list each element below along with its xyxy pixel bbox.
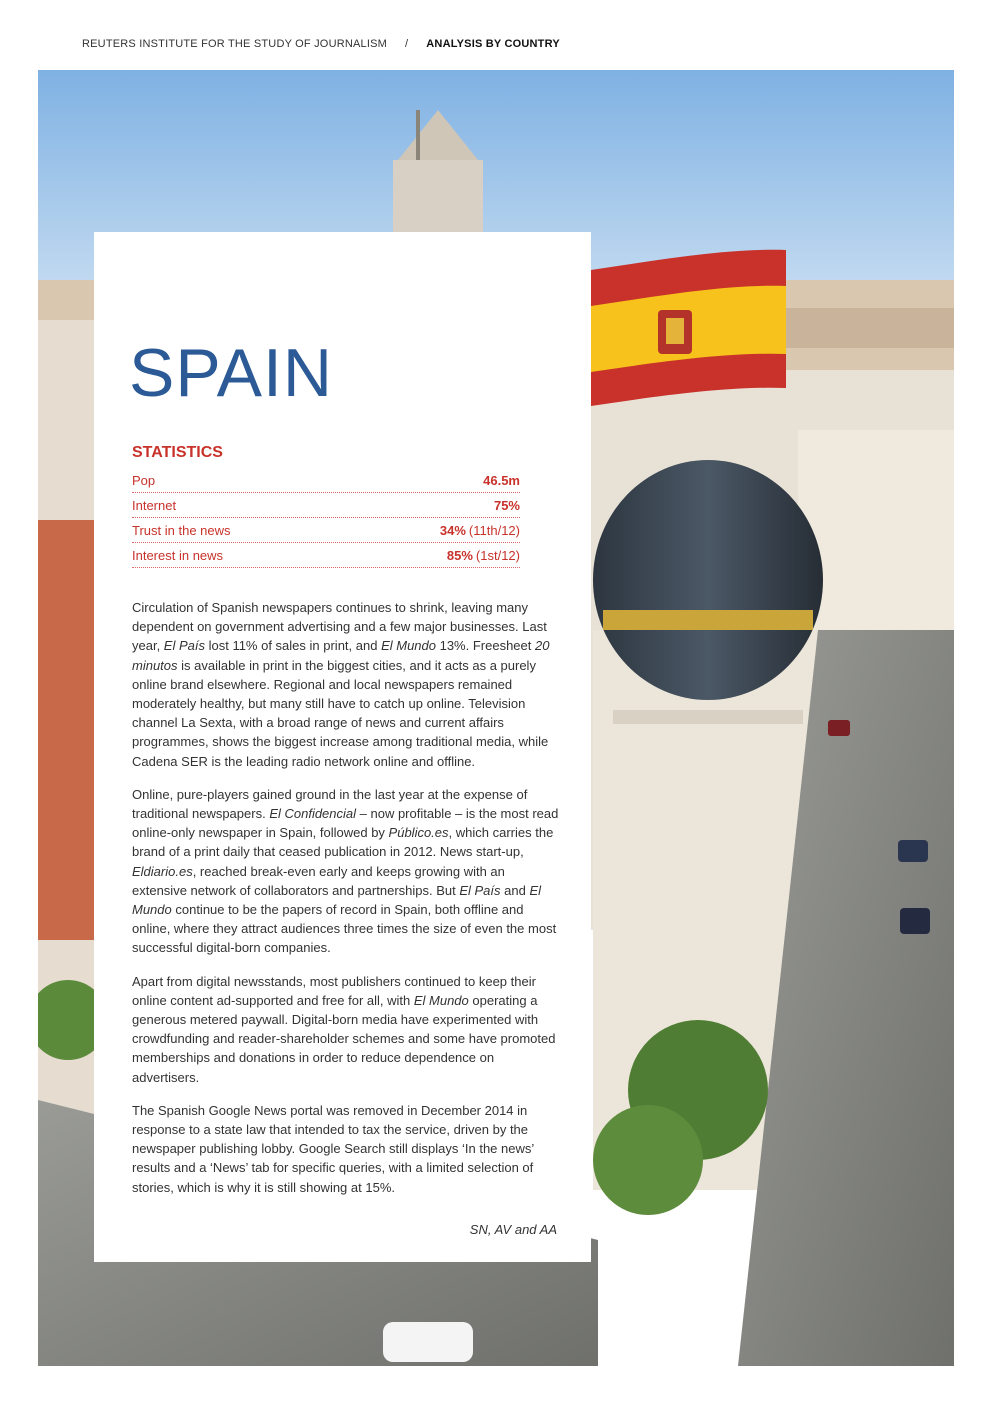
stat-label: Interest in news	[132, 547, 224, 563]
stat-row-interest	[132, 543, 520, 568]
stat-rank: (1st/12)	[475, 547, 520, 563]
text-run: Apart from digital newsstands, most publishers continued to keep their online content ad-supported and free for all, with	[132, 973, 536, 1008]
text-run: is available in print in the biggest cities, and it acts as a purely online brand elsewhere. Regional and local newspapers remained moderately healthy, but many still have to catch up online. Television channel La Sexta, with a broad range of news and current affairs programmes, shows the biggest increase among traditional media, while Cadena SER is the leading radio network online and offline.	[132, 657, 549, 769]
text-run: – now profitable – is the most read online-only newspaper in Spain, followed by	[132, 806, 559, 841]
running-header	[82, 38, 560, 50]
text-run: , reached break-even early and keeps growing with an extensive network of collaborators and partnerships. But	[132, 863, 505, 898]
stat-value: 34%	[439, 522, 466, 538]
stat-label: Pop	[132, 472, 156, 488]
stat-row-trust	[132, 518, 520, 543]
stat-row-internet	[132, 493, 520, 518]
section-name: ANALYSIS BY COUNTRY	[426, 38, 560, 50]
stat-label: Trust in the news	[132, 522, 231, 538]
paragraph	[132, 785, 560, 958]
stat-value: 85%	[446, 547, 473, 563]
article-body	[132, 598, 560, 1211]
text-run: 13%. Freesheet	[435, 638, 535, 654]
publication-name: REUTERS INSTITUTE FOR THE STUDY OF JOURNALISM	[82, 38, 388, 50]
stat-value: 46.5m	[483, 472, 520, 488]
article-panel	[94, 232, 591, 1262]
author-signoff: SN, AV and AA	[469, 1222, 557, 1237]
header-separator: /	[405, 38, 409, 50]
publication-name-italic: El País	[459, 882, 501, 898]
stat-label: Internet	[132, 497, 177, 513]
publication-name-italic: El Mundo	[132, 882, 542, 918]
paragraph	[132, 1101, 560, 1197]
text-run: and	[500, 882, 530, 898]
paragraph	[132, 598, 560, 771]
text-run: , which carries the brand of a print daily that ceased publication in 2012. News start-up,	[132, 825, 554, 860]
country-title: SPAIN	[129, 335, 334, 411]
publication-name-italic: Público.es	[388, 825, 449, 841]
publication-name-italic: 20 minutos	[132, 638, 550, 673]
stat-value-cell	[483, 473, 520, 488]
stat-value-cell	[447, 548, 520, 563]
stat-row-pop	[132, 468, 520, 493]
stat-value: 75%	[493, 497, 520, 513]
publication-name-italic: El País	[163, 638, 205, 654]
text-run: lost 11% of sales in print, and	[204, 638, 382, 654]
text-run: operating a generous metered paywall. Digital-born media have experimented with crowdfunding and reader-shareholder schemes and some have promoted memberships and donations in order to reduce dependence on advertisers.	[132, 992, 556, 1085]
publication-name-italic: El Mundo	[413, 992, 469, 1008]
text-run: Online, pure-players gained ground in the last year at the expense of traditional newspapers.	[132, 786, 528, 822]
statistics-table	[132, 468, 520, 568]
publication-name-italic: El Mundo	[381, 638, 436, 654]
publication-name-italic: Eldiario.es	[132, 863, 193, 879]
publication-name-italic: El Confidencial	[269, 806, 357, 822]
text-run: Circulation of Spanish newspapers continues to shrink, leaving many dependent on government advertising and a few major businesses. Last year,	[132, 600, 547, 654]
text-run: continue to be the papers of record in Spain, both offline and online, where they attract audiences three times the size of even the most successful digital-born companies.	[132, 902, 557, 956]
stat-value-cell	[440, 523, 520, 538]
paragraph	[132, 972, 560, 1087]
text-run: The Spanish Google News portal was removed in December 2014 in response to a state law that intended to tax the service, driven by the newspaper publishing lobby. Google Search still displays ‘In the news’ results and a ‘News’ tab for specific queries, with a limited selection of stories, which is why it is still showing at 15%.	[132, 1102, 534, 1195]
statistics-heading: STATISTICS	[132, 444, 223, 461]
stat-value-cell	[494, 498, 520, 513]
stat-rank: (11th/12)	[468, 522, 520, 538]
